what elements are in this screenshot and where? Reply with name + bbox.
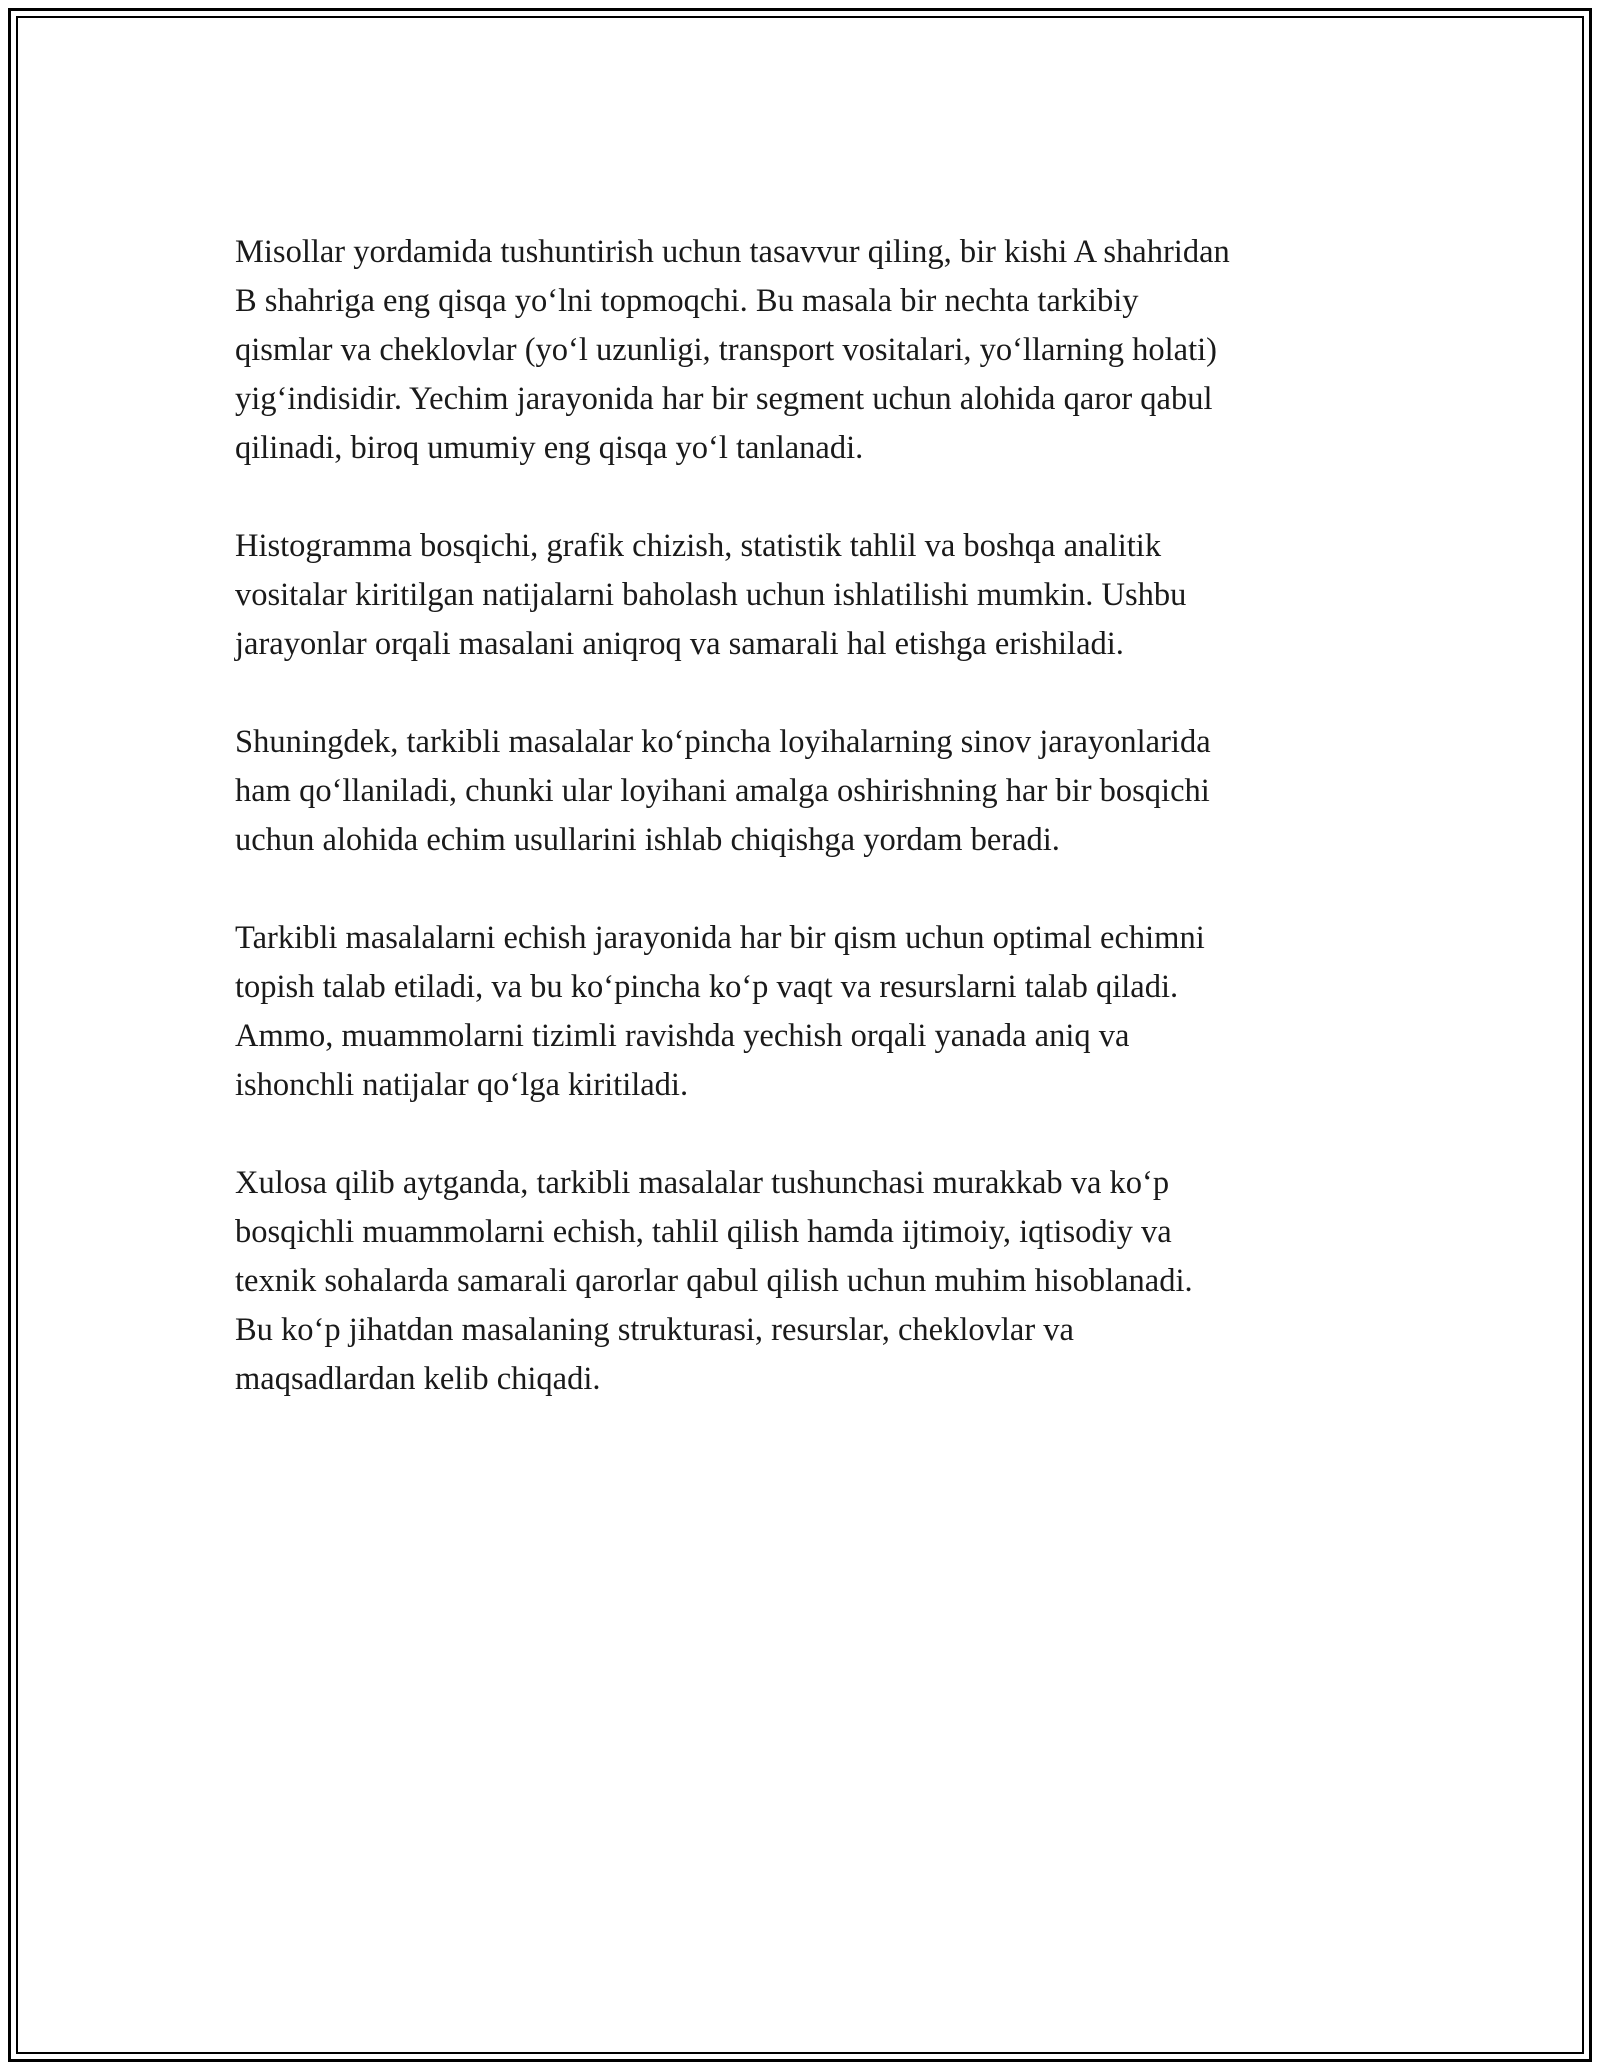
text-line: B shahriga eng qisqa yo‘lni topmoqchi. Bu masala bir nechta tarkibiy xyxy=(235,283,1139,319)
text-line: Histogramma bosqichi, grafik chizish, statistik tahlil va boshqa analitik xyxy=(235,528,1162,564)
text-line: ham qo‘llaniladi, chunki ular loyihani amalga oshirishning har bir bosqichi xyxy=(235,773,1210,809)
text-line: qilinadi, biroq umumiy eng qisqa yo‘l tanlanadi. xyxy=(235,430,864,466)
text-line: bosqichli muammolarni echish, tahlil qilish hamda ijtimoiy, iqtisodiy va xyxy=(235,1214,1172,1250)
text-line: yig‘indisidir. Yechim jarayonida har bir segment uchun alohida qaror qabul xyxy=(235,381,1213,417)
text-line: vositalar kiritilgan natijalarni baholash uchun ishlatilishi mumkin. Ushbu xyxy=(235,577,1187,613)
text-line: uchun alohida echim usullarini ishlab chiqishga yordam beradi. xyxy=(235,822,1060,858)
text-line: Bu ko‘p jihatdan masalaning strukturasi, resurslar, cheklovlar va xyxy=(235,1312,1074,1348)
text-line: Misollar yordamida tushuntirish uchun tasavvur qiling, bir kishi A shahridan xyxy=(235,234,1230,270)
text-line: jarayonlar orqali masalani aniqroq va samarali hal etishga erishiladi. xyxy=(235,626,1124,662)
text-line: topish talab etiladi, va bu ko‘pincha ko‘p vaqt va resurslarni talab qiladi. xyxy=(235,969,1179,1005)
text-line: Xulosa qilib aytganda, tarkibli masalalar tushunchasi murakkab va ko‘p xyxy=(235,1165,1170,1201)
paragraph-3 xyxy=(235,718,1385,865)
document-body xyxy=(235,228,1385,1453)
text-line: ishonchli natijalar qo‘lga kiritiladi. xyxy=(235,1067,689,1103)
text-line: maqsadlardan kelib chiqadi. xyxy=(235,1361,601,1397)
text-line: qismlar va cheklovlar (yo‘l uzunligi, transport vositalari, yo‘llarning holati) xyxy=(235,332,1217,368)
paragraph-1 xyxy=(235,228,1385,473)
text-line: Shuningdek, tarkibli masalalar ko‘pincha loyihalarning sinov jarayonlarida xyxy=(235,724,1211,760)
text-line: Tarkibli masalalarni echish jarayonida har bir qism uchun optimal echimni xyxy=(235,920,1205,956)
text-line: Ammo, muammolarni tizimli ravishda yechish orqali yanada aniq va xyxy=(235,1018,1130,1054)
paragraph-4 xyxy=(235,914,1385,1110)
paragraph-2 xyxy=(235,522,1385,669)
text-line: texnik sohalarda samarali qarorlar qabul qilish uchun muhim hisoblanadi. xyxy=(235,1263,1193,1299)
paragraph-5 xyxy=(235,1159,1385,1404)
